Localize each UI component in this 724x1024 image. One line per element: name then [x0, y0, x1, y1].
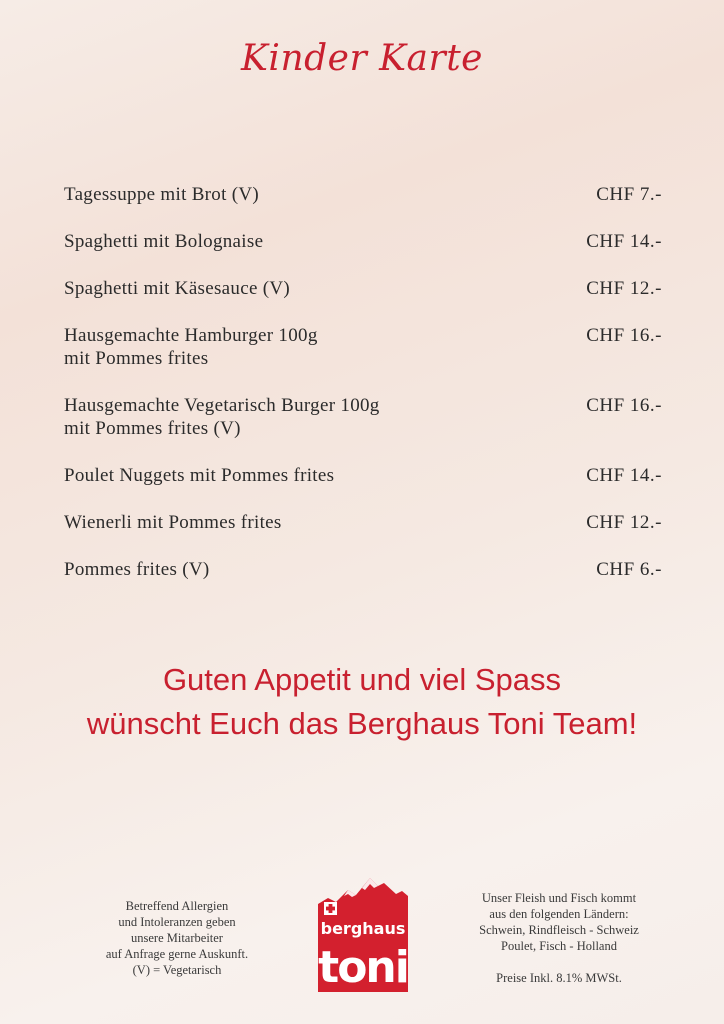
menu-item-price: CHF 16.-	[586, 395, 662, 416]
menu-item-price: CHF 14.-	[586, 465, 662, 486]
menu-item-price: CHF 16.-	[586, 325, 662, 346]
menu-item-name: Wienerli mit Pommes frites	[64, 512, 282, 533]
menu-item-price: CHF 12.-	[586, 512, 662, 533]
menu-item-price: CHF 7.-	[596, 184, 662, 205]
menu-item	[64, 230, 664, 253]
menu-item-name: Hausgemachte Vegetarisch Burger 100g mit Pommes frites (V)	[64, 395, 380, 439]
greeting-line: Guten Appetit und viel Spass	[162, 662, 562, 697]
menu-list	[64, 183, 664, 605]
greeting-line: wünscht Euch das Berghaus Toni Team!	[86, 706, 638, 741]
menu-item	[64, 277, 664, 300]
menu-item-price: CHF 14.-	[586, 231, 662, 252]
allergy-note-line: unsere Mitarbeiter	[131, 931, 223, 945]
allergy-note-line: und Intoleranzen geben	[118, 915, 236, 929]
logo-word-toni: toni	[318, 942, 408, 992]
menu-item-name: Tagessuppe mit Brot (V)	[64, 184, 260, 205]
vegetarian-legend: (V) = Vegetarisch	[132, 963, 222, 977]
menu-item-name: Spaghetti mit Bolognaise	[64, 231, 264, 252]
menu-item-price: CHF 12.-	[586, 278, 662, 299]
origin-note-line: aus den folgenden Ländern:	[489, 907, 629, 921]
menu-item	[64, 464, 664, 487]
menu-item-name: Poulet Nuggets mit Pommes frites	[64, 465, 335, 486]
menu-item-price: CHF 6.-	[596, 559, 662, 580]
menu-item	[64, 183, 664, 206]
menu-item-name: Pommes frites (V)	[64, 559, 210, 580]
menu-item	[64, 394, 664, 440]
vat-note: Preise Inkl. 8.1% MWSt.	[496, 971, 622, 985]
menu-item-name: Hausgemachte Hamburger 100g mit Pommes frites	[64, 325, 318, 369]
page-title: Kinder Karte	[241, 38, 483, 79]
origin-note	[444, 890, 674, 986]
berghaus-toni-logo	[318, 876, 408, 992]
menu-item	[64, 511, 664, 534]
origin-note-line: Poulet, Fisch - Holland	[501, 939, 617, 953]
swiss-cross-icon	[324, 902, 337, 915]
allergy-note-line: Betreffend Allergien	[125, 899, 229, 913]
origin-note-line: Schwein, Rindfleisch - Schweiz	[479, 923, 639, 937]
logo-word-berghaus: berghaus	[320, 919, 406, 938]
allergy-note-line: auf Anfrage gerne Auskunft.	[105, 947, 249, 961]
allergy-note	[72, 898, 282, 978]
greeting-message	[0, 658, 724, 746]
menu-item	[64, 558, 664, 581]
menu-item-name: Spaghetti mit Käsesauce (V)	[64, 278, 291, 299]
menu-item	[64, 324, 664, 370]
origin-note-line: Unser Fleish und Fisch kommt	[481, 891, 637, 905]
